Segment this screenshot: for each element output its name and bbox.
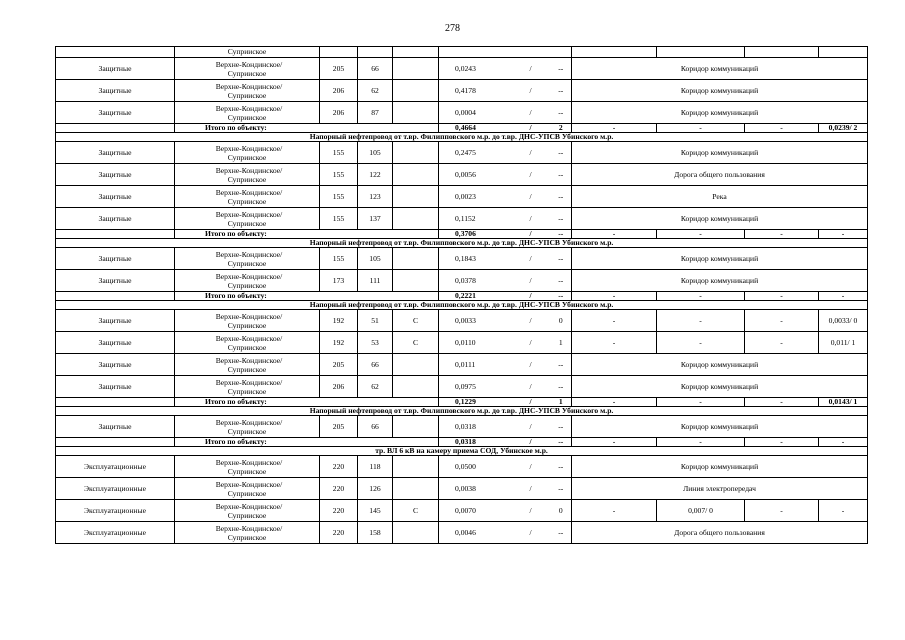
location-cell bbox=[175, 478, 320, 500]
note-cell: Коридор коммуникаций bbox=[572, 248, 868, 270]
category-cell bbox=[393, 416, 439, 438]
area-cell: 0,0111 bbox=[439, 354, 511, 376]
table-row bbox=[56, 332, 868, 354]
area-cell: 0,1843 bbox=[439, 248, 511, 270]
location-cell bbox=[175, 376, 320, 398]
col-cell: - bbox=[572, 310, 657, 332]
table-row bbox=[56, 522, 868, 544]
area-cell: 0,0046 bbox=[439, 522, 511, 544]
type-cell bbox=[56, 47, 175, 58]
total-col: - bbox=[572, 292, 657, 301]
type-cell: Защитные bbox=[56, 80, 175, 102]
total-count: -- bbox=[551, 230, 572, 239]
table-row bbox=[56, 102, 868, 124]
note-cell: Река bbox=[572, 186, 868, 208]
compartment-cell: 66 bbox=[358, 58, 393, 80]
type-cell: Защитные bbox=[56, 376, 175, 398]
total-row bbox=[56, 398, 868, 407]
total-blank bbox=[56, 124, 175, 133]
slash-cell: / bbox=[511, 142, 551, 164]
location-line-1: Верхне-Кондинское/ bbox=[215, 249, 283, 259]
note-cell: Коридор коммуникаций bbox=[572, 270, 868, 292]
compartment-cell: 137 bbox=[358, 208, 393, 230]
compartment-cell: 122 bbox=[358, 164, 393, 186]
table-row bbox=[56, 142, 868, 164]
note-cell: Коридор коммуникаций bbox=[572, 102, 868, 124]
total-row bbox=[56, 292, 868, 301]
location-cell bbox=[175, 456, 320, 478]
page-number: 278 bbox=[445, 23, 460, 34]
location-cell bbox=[175, 332, 320, 354]
location-line-1: Верхне-Кондинское/ bbox=[215, 81, 283, 91]
location-line-1: Верхне-Кондинское/ bbox=[215, 59, 283, 69]
total-area: 0,1229 bbox=[439, 398, 511, 407]
area-cell bbox=[439, 47, 572, 58]
location-line-2: Суприиское bbox=[227, 152, 267, 162]
count-cell: -- bbox=[551, 58, 572, 80]
count-cell: -- bbox=[551, 376, 572, 398]
type-cell: Защитные bbox=[56, 102, 175, 124]
note-cell: Линия электропередач bbox=[572, 478, 868, 500]
table-row bbox=[56, 416, 868, 438]
total-slash: / bbox=[511, 230, 551, 239]
location-line-1: Верхне-Кондинское/ bbox=[215, 103, 283, 113]
type-cell: Эксплуатационные bbox=[56, 478, 175, 500]
area-cell: 0,0056 bbox=[439, 164, 511, 186]
location-cell bbox=[175, 58, 320, 80]
total-area: 0,4664 bbox=[439, 124, 511, 133]
location-line-1: Верхне-Кондинское/ bbox=[215, 501, 283, 511]
slash-cell: / bbox=[511, 332, 551, 354]
col-cell: - bbox=[572, 500, 657, 522]
location-cell bbox=[175, 248, 320, 270]
quarter-cell: 220 bbox=[320, 456, 358, 478]
quarter-cell: 155 bbox=[320, 186, 358, 208]
slash-cell: / bbox=[511, 58, 551, 80]
location-cell bbox=[175, 208, 320, 230]
section-title-row bbox=[56, 239, 868, 248]
category-cell bbox=[393, 376, 439, 398]
last-cell: 0,011/ 1 bbox=[819, 332, 868, 354]
quarter-cell: 155 bbox=[320, 142, 358, 164]
note-cell: Коридор коммуникаций bbox=[572, 208, 868, 230]
location-line-2: Суприиское bbox=[227, 258, 267, 268]
note-cell: Коридор коммуникаций bbox=[572, 142, 868, 164]
compartment-cell: 66 bbox=[358, 354, 393, 376]
category-cell bbox=[393, 478, 439, 500]
area-cell: 0,4178 bbox=[439, 80, 511, 102]
section-title: Напорный нефтепровод от т.вр. Филипповского м.р. до т.вр. ДНС-УПСВ Убинского м.р. bbox=[56, 133, 868, 142]
type-cell: Защитные bbox=[56, 310, 175, 332]
total-col: - bbox=[657, 438, 745, 447]
section-title-row bbox=[56, 407, 868, 416]
compartment-cell: 126 bbox=[358, 478, 393, 500]
section-title: тр. ВЛ 6 кВ на камеру приема СОД, Убинское м.р. bbox=[56, 447, 868, 456]
count-cell: -- bbox=[551, 416, 572, 438]
category-cell: С bbox=[393, 332, 439, 354]
table-row bbox=[56, 270, 868, 292]
category-cell bbox=[393, 522, 439, 544]
total-col: - bbox=[745, 230, 819, 239]
location-line-1: Верхне-Кондинское/ bbox=[215, 271, 283, 281]
count-cell: 0 bbox=[551, 310, 572, 332]
compartment-cell: 123 bbox=[358, 186, 393, 208]
total-last: 0,0239/ 2 bbox=[819, 124, 868, 133]
location-line-2: Суприиское bbox=[227, 280, 267, 290]
table-row bbox=[56, 376, 868, 398]
location-line-2: Суприиское bbox=[227, 196, 267, 206]
count-cell: -- bbox=[551, 186, 572, 208]
compartment-cell: 62 bbox=[358, 80, 393, 102]
compartment-cell: 66 bbox=[358, 416, 393, 438]
table-row bbox=[56, 310, 868, 332]
total-row bbox=[56, 438, 868, 447]
note-cell: Дорога общего пользования bbox=[572, 164, 868, 186]
location-line-2: Суприиское bbox=[227, 112, 267, 122]
compartment-cell: 62 bbox=[358, 376, 393, 398]
total-col: - bbox=[657, 398, 745, 407]
location-cell bbox=[175, 500, 320, 522]
section-title: Напорный нефтепровод от т.вр. Филипповского м.р. до т.вр. ДНС-УПСВ Убинского м.р. bbox=[56, 407, 868, 416]
table-row bbox=[56, 80, 868, 102]
total-blank bbox=[56, 230, 175, 239]
col-cell bbox=[572, 47, 657, 58]
total-slash: / bbox=[511, 124, 551, 133]
note-cell: Коридор коммуникаций bbox=[572, 416, 868, 438]
location-cell bbox=[175, 186, 320, 208]
col-cell: - bbox=[745, 500, 819, 522]
note-cell: Коридор коммуникаций bbox=[572, 80, 868, 102]
location-line-1: Верхне-Кондинское/ bbox=[215, 355, 283, 365]
total-row bbox=[56, 124, 868, 133]
total-col: - bbox=[572, 124, 657, 133]
area-cell: 0,0004 bbox=[439, 102, 511, 124]
land-plots-table bbox=[55, 46, 868, 544]
slash-cell: / bbox=[511, 248, 551, 270]
area-cell: 0,0975 bbox=[439, 376, 511, 398]
count-cell: -- bbox=[551, 164, 572, 186]
quarter-cell: 205 bbox=[320, 58, 358, 80]
location-line-1: Верхне-Кондинское/ bbox=[215, 523, 283, 533]
category-cell bbox=[393, 186, 439, 208]
slash-cell: / bbox=[511, 416, 551, 438]
total-count: 1 bbox=[551, 398, 572, 407]
slash-cell: / bbox=[511, 270, 551, 292]
location-cell bbox=[175, 80, 320, 102]
quarter-cell: 220 bbox=[320, 478, 358, 500]
compartment-cell: 118 bbox=[358, 456, 393, 478]
total-last: 0,0143/ 1 bbox=[819, 398, 868, 407]
location-line-2: Суприиское bbox=[227, 174, 267, 184]
location-line-2: Суприиское bbox=[227, 320, 267, 330]
col-cell: - bbox=[572, 332, 657, 354]
col-cell: - bbox=[657, 310, 745, 332]
total-col: - bbox=[657, 292, 745, 301]
slash-cell: / bbox=[511, 456, 551, 478]
location-line-2: Суприиское bbox=[227, 68, 267, 78]
slash-cell: / bbox=[511, 478, 551, 500]
location-line-1: Верхне-Кондинское/ bbox=[215, 457, 283, 467]
slash-cell: / bbox=[511, 522, 551, 544]
compartment-cell: 51 bbox=[358, 310, 393, 332]
type-cell: Защитные bbox=[56, 416, 175, 438]
category-cell: С bbox=[393, 500, 439, 522]
compartment-cell: 53 bbox=[358, 332, 393, 354]
quarter-cell: 206 bbox=[320, 102, 358, 124]
total-last: - bbox=[819, 438, 868, 447]
last-cell: 0,0033/ 0 bbox=[819, 310, 868, 332]
col-cell bbox=[657, 47, 745, 58]
table-row bbox=[56, 354, 868, 376]
location-cell bbox=[175, 102, 320, 124]
table-row bbox=[56, 456, 868, 478]
slash-cell: / bbox=[511, 500, 551, 522]
slash-cell: / bbox=[511, 354, 551, 376]
location-line-2: Суприиское bbox=[227, 90, 267, 100]
location-cell bbox=[175, 522, 320, 544]
total-count: -- bbox=[551, 438, 572, 447]
area-cell: 0,0318 bbox=[439, 416, 511, 438]
type-cell: Эксплуатационные bbox=[56, 456, 175, 478]
type-cell: Защитные bbox=[56, 248, 175, 270]
category-cell bbox=[393, 142, 439, 164]
location-cell: Суприиское bbox=[175, 47, 320, 58]
section-title-row bbox=[56, 447, 868, 456]
quarter-cell bbox=[320, 47, 358, 58]
total-label: Итого по объекту: bbox=[175, 398, 439, 407]
total-last: - bbox=[819, 292, 868, 301]
quarter-cell: 205 bbox=[320, 416, 358, 438]
quarter-cell: 192 bbox=[320, 310, 358, 332]
total-blank bbox=[56, 292, 175, 301]
section-title-row bbox=[56, 301, 868, 310]
slash-cell: / bbox=[511, 164, 551, 186]
count-cell: 1 bbox=[551, 332, 572, 354]
location-line-2: Суприиское bbox=[227, 426, 267, 436]
location-cell bbox=[175, 164, 320, 186]
total-slash: / bbox=[511, 398, 551, 407]
type-cell: Эксплуатационные bbox=[56, 522, 175, 544]
quarter-cell: 205 bbox=[320, 354, 358, 376]
total-last: - bbox=[819, 230, 868, 239]
location-cell bbox=[175, 310, 320, 332]
total-col: - bbox=[657, 230, 745, 239]
table-row bbox=[56, 47, 868, 58]
compartment-cell: 111 bbox=[358, 270, 393, 292]
type-cell: Эксплуатационные bbox=[56, 500, 175, 522]
category-cell bbox=[393, 47, 439, 58]
category-cell bbox=[393, 164, 439, 186]
type-cell: Защитные bbox=[56, 354, 175, 376]
type-cell: Защитные bbox=[56, 270, 175, 292]
quarter-cell: 220 bbox=[320, 500, 358, 522]
count-cell: -- bbox=[551, 354, 572, 376]
location-line-1: Верхне-Кондинское/ bbox=[215, 187, 283, 197]
col-cell: - bbox=[657, 332, 745, 354]
section-title: Напорный нефтепровод от т.вр. Филипповского м.р. до т.вр. ДНС-УПСВ Убинского м.р. bbox=[56, 239, 868, 248]
total-col: - bbox=[572, 438, 657, 447]
location-line-1: Верхне-Кондинское/ bbox=[215, 143, 283, 153]
note-cell: Коридор коммуникаций bbox=[572, 376, 868, 398]
location-line-2: Суприиское bbox=[227, 532, 267, 542]
category-cell bbox=[393, 248, 439, 270]
total-col: - bbox=[745, 124, 819, 133]
location-line-1: Верхне-Кондинское/ bbox=[215, 417, 283, 427]
quarter-cell: 220 bbox=[320, 522, 358, 544]
category-cell: С bbox=[393, 310, 439, 332]
quarter-cell: 206 bbox=[320, 80, 358, 102]
type-cell: Защитные bbox=[56, 164, 175, 186]
compartment-cell: 87 bbox=[358, 102, 393, 124]
col-cell bbox=[745, 47, 819, 58]
area-cell: 0,0378 bbox=[439, 270, 511, 292]
total-area: 0,2221 bbox=[439, 292, 511, 301]
area-cell: 0,0038 bbox=[439, 478, 511, 500]
last-cell: - bbox=[819, 500, 868, 522]
area-cell: 0,0243 bbox=[439, 58, 511, 80]
total-label: Итого по объекту: bbox=[175, 292, 439, 301]
note-cell: Коридор коммуникаций bbox=[572, 354, 868, 376]
location-line-2: Суприиское bbox=[227, 386, 267, 396]
count-cell: 0 bbox=[551, 500, 572, 522]
location-line-1: Верхне-Кондинское/ bbox=[215, 479, 283, 489]
table-row bbox=[56, 186, 868, 208]
count-cell: -- bbox=[551, 208, 572, 230]
col-cell: - bbox=[745, 332, 819, 354]
location-line-2: Суприиское bbox=[227, 364, 267, 374]
note-cell: Коридор коммуникаций bbox=[572, 58, 868, 80]
compartment-cell: 145 bbox=[358, 500, 393, 522]
area-cell: 0,0070 bbox=[439, 500, 511, 522]
count-cell: -- bbox=[551, 522, 572, 544]
location-line-1: Верхне-Кондинское/ bbox=[215, 333, 283, 343]
type-cell: Защитные bbox=[56, 142, 175, 164]
location-cell bbox=[175, 354, 320, 376]
slash-cell: / bbox=[511, 80, 551, 102]
table-row bbox=[56, 248, 868, 270]
slash-cell: / bbox=[511, 310, 551, 332]
area-cell: 0,0033 bbox=[439, 310, 511, 332]
count-cell: -- bbox=[551, 80, 572, 102]
table-row bbox=[56, 478, 868, 500]
total-count: -- bbox=[551, 292, 572, 301]
total-col: - bbox=[657, 124, 745, 133]
total-area: 0,3706 bbox=[439, 230, 511, 239]
total-col: - bbox=[745, 292, 819, 301]
compartment-cell bbox=[358, 47, 393, 58]
compartment-cell: 105 bbox=[358, 248, 393, 270]
table-row bbox=[56, 500, 868, 522]
quarter-cell: 155 bbox=[320, 248, 358, 270]
category-cell bbox=[393, 354, 439, 376]
total-col: - bbox=[745, 398, 819, 407]
total-col: - bbox=[745, 438, 819, 447]
col-cell: 0,007/ 0 bbox=[657, 500, 745, 522]
quarter-cell: 206 bbox=[320, 376, 358, 398]
location-line-1: Верхне-Кондинское/ bbox=[215, 311, 283, 321]
compartment-cell: 158 bbox=[358, 522, 393, 544]
area-cell: 0,1152 bbox=[439, 208, 511, 230]
total-col: - bbox=[572, 398, 657, 407]
col-cell: - bbox=[745, 310, 819, 332]
location-line-1: Верхне-Кондинское/ bbox=[215, 377, 283, 387]
count-cell: -- bbox=[551, 142, 572, 164]
category-cell bbox=[393, 456, 439, 478]
location-line-1: Верхне-Кондинское/ bbox=[215, 165, 283, 175]
slash-cell: / bbox=[511, 186, 551, 208]
location-line-2: Суприиское bbox=[227, 342, 267, 352]
section-title: Напорный нефтепровод от т.вр. Филипповского м.р. до т.вр. ДНС-УПСВ Убинского м.р. bbox=[56, 301, 868, 310]
quarter-cell: 155 bbox=[320, 208, 358, 230]
col-cell bbox=[819, 47, 868, 58]
type-cell: Защитные bbox=[56, 332, 175, 354]
type-cell: Защитные bbox=[56, 186, 175, 208]
count-cell: -- bbox=[551, 102, 572, 124]
type-cell: Защитные bbox=[56, 58, 175, 80]
total-area: 0,0318 bbox=[439, 438, 511, 447]
location-line-2: Суприиское bbox=[227, 488, 267, 498]
total-slash: / bbox=[511, 292, 551, 301]
type-cell: Защитные bbox=[56, 208, 175, 230]
total-blank bbox=[56, 438, 175, 447]
total-label: Итого по объекту: bbox=[175, 438, 439, 447]
table-row bbox=[56, 208, 868, 230]
total-slash: / bbox=[511, 438, 551, 447]
slash-cell: / bbox=[511, 208, 551, 230]
slash-cell: / bbox=[511, 376, 551, 398]
location-cell bbox=[175, 142, 320, 164]
count-cell: -- bbox=[551, 456, 572, 478]
category-cell bbox=[393, 80, 439, 102]
location-line-2: Суприиское bbox=[227, 510, 267, 520]
area-cell: 0,0500 bbox=[439, 456, 511, 478]
area-cell: 0,0023 bbox=[439, 186, 511, 208]
category-cell bbox=[393, 58, 439, 80]
location-line-1: Верхне-Кондинское/ bbox=[215, 209, 283, 219]
total-count: 2 bbox=[551, 124, 572, 133]
area-cell: 0,2475 bbox=[439, 142, 511, 164]
location-cell bbox=[175, 270, 320, 292]
total-label: Итого по объекту: bbox=[175, 124, 439, 133]
location-line-2: Суприиское bbox=[227, 466, 267, 476]
section-title-row bbox=[56, 133, 868, 142]
category-cell bbox=[393, 270, 439, 292]
count-cell: -- bbox=[551, 270, 572, 292]
count-cell: -- bbox=[551, 478, 572, 500]
total-blank bbox=[56, 398, 175, 407]
count-cell: -- bbox=[551, 248, 572, 270]
quarter-cell: 155 bbox=[320, 164, 358, 186]
table-row bbox=[56, 58, 868, 80]
category-cell bbox=[393, 208, 439, 230]
location-line-2: Суприиское bbox=[227, 218, 267, 228]
table-row bbox=[56, 164, 868, 186]
total-row bbox=[56, 230, 868, 239]
location-cell bbox=[175, 416, 320, 438]
total-label: Итого по объекту: bbox=[175, 230, 439, 239]
note-cell: Коридор коммуникаций bbox=[572, 456, 868, 478]
category-cell bbox=[393, 102, 439, 124]
slash-cell: / bbox=[511, 102, 551, 124]
total-col: - bbox=[572, 230, 657, 239]
table-body bbox=[56, 47, 868, 544]
area-cell: 0,0110 bbox=[439, 332, 511, 354]
note-cell: Дорога общего пользования bbox=[572, 522, 868, 544]
quarter-cell: 192 bbox=[320, 332, 358, 354]
quarter-cell: 173 bbox=[320, 270, 358, 292]
compartment-cell: 105 bbox=[358, 142, 393, 164]
